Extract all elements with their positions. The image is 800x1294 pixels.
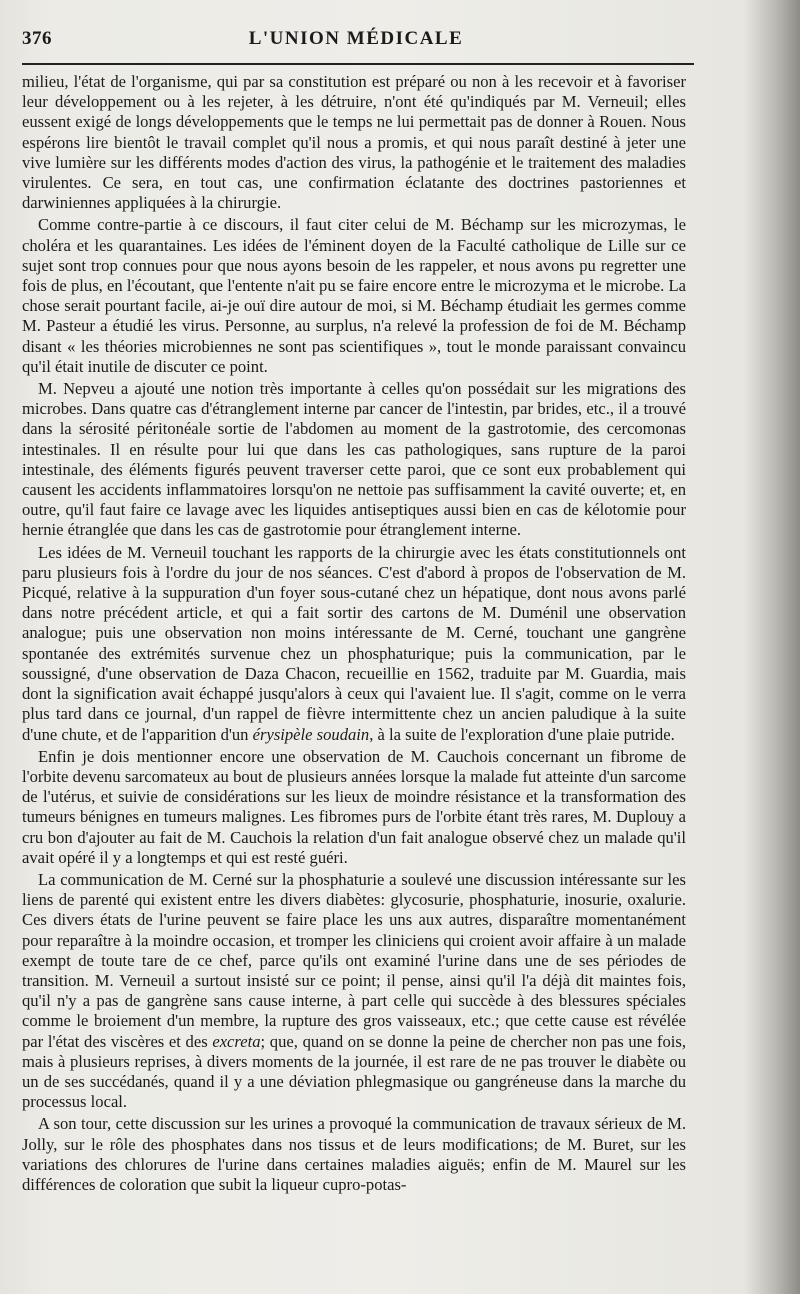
page-header xyxy=(22,28,690,56)
body-paragraph xyxy=(22,379,686,541)
paragraph-text: La communication de M. Cerné sur la phosphaturie a soulevé une discussion intéressante sur les liens de parenté qui existent entre les divers diabètes: glycosurie, phosphaturie, inosurie, oxalurie. Ces divers états de l'urine peuvent se faire place les uns aux autres, disparaître momentanément pour reparaître à la moindre occasion, et tromper les cliniciens qui croient avoir affaire à un malade exempt de toute tare de ce chef, parce qu'ils ont examiné l'urine dans une de ses périodes de transition. M. Verneuil a surtout insisté sur ce point; il pense, ainsi qu'il l'a déjà dit maintes fois, qu'il n'y a pas de gangrène sans cause interne, à part celle qui succède à des blessures spéciales comme le broiement d'un membre, la rupture des gros vaisseaux, etc.; que cette cause est révélée par l'état des viscères et des xyxy=(22,869,686,1051)
article-body xyxy=(22,72,686,1197)
body-paragraph xyxy=(22,543,686,745)
body-paragraph xyxy=(22,215,686,377)
body-paragraph xyxy=(22,870,686,1112)
body-paragraph xyxy=(22,747,686,868)
paragraph-text: A son tour, cette discussion sur les urines a provoqué la communication de travaux sérieux de M. Jolly, sur le rôle des phosphates dans nos tissus et de leurs modifications; de M. Buret, sur les variations des chlorures de l'urine dans certaines maladies aiguës; enfin de M. Maurel sur les différences de coloration que subit la liqueur cupro-potas- xyxy=(22,1114,686,1194)
page-number: 376 xyxy=(22,28,52,49)
body-paragraph xyxy=(22,1114,686,1195)
paragraph-text: M. Nepveu a ajouté une notion très importante à celles qu'on possédait sur les migrations des microbes. Dans quatre cas d'étranglement interne par cancer de l'intestin, par brides, etc., il a trouvé dans la sérosité péritonéale sortie de l'abdomen au moment de la gastrotomie, des cercomonas intestinales. Il en résulte pour lui que dans les cas pathologiques, sans rupture de la paroi intestinale, des éléments figurés peuvent traverser cette paroi, que ce sont eux probablement qui causent les accidents inflammatoires lorsqu'on ne nettoie pas suffisamment la cavité ouverte; et, en outre, qu'il faut faire ce lavage avec les liquides antiseptiques aussi bien en cas de kélotomie pour hernie étranglée que dans les cas de gastrotomie pour étranglement interne. xyxy=(22,379,686,540)
paragraph-text: , à la suite de l'exploration d'une plaie putride. xyxy=(369,724,675,744)
header-rule xyxy=(22,63,694,65)
paragraph-text: Enfin je dois mentionner encore une observation de M. Cauchois concernant un fibrome de l'orbite devenu sarcomateux au bout de plusieurs années lorsque la malade fut atteinte d'un sarcome de l'utérus, et suivie de considérations sur les lieux de moindre résistance et la transformation des tumeurs bénignes en tumeurs malignes. Les fibromes purs de l'orbite étant très rares, M. Duplouy a cru bon d'ajouter au fait de M. Cauchois la relation d'un fait analogue observé chez un malade qu'il avait opéré il y a longtemps et qui est resté guéri. xyxy=(22,746,686,867)
paragraph-text: ; que, quand on se donne la peine de chercher non pas une fois, mais à plusieurs reprises, à divers moments de la journée, il est rare de ne pas trouver le diabète ou un de ses succédanés, quand il y a une déviation phlegmasique ou gangréneuse dans la marche du processus local. xyxy=(22,1031,686,1112)
running-title: L'UNION MÉDICALE xyxy=(248,28,464,49)
italic-text: excreta xyxy=(212,1031,261,1051)
paragraph-text: Comme contre-partie à ce discours, il faut citer celui de M. Béchamp sur les microzymas, le choléra et les quarantaines. Les idées de l'éminent doyen de la Faculté catholique de Lille sur ce sujet sont trop connues pour que nous ayons besoin de les rappeler, et nous avons pu regretter une fois de plus, en l'écoutant, que l'entente n'ait pu se faire encore entre le microzyma et le microbe. La chose serait pourtant facile, ai-je ouï dire autour de moi, si M. Béchamp étudiait les germes comme M. Pasteur a étudié les virus. Personne, au surplus, n'a relevé la profession de foi de M. Béchamp disant « les théories microbiennes ne sont pas scientifiques », tout le monde paraissant convaincu qu'il était inutile de discuter ce point. xyxy=(22,215,686,376)
paragraph-text: milieu, l'état de l'organisme, qui par sa constitution est préparé ou non à les recevoir et à favoriser leur développement ou à les rejeter, à les détruire, n'ont été qu'indiqués par M. Verneuil; elles eussent exigé de longs développements que le temps ne lui permettait pas de donner à Rouen. Nous espérons lire bientôt le travail complet qu'il nous a promis, et qui nous paraît destiné à jeter une vive lumière sur les différents modes d'action des virus, la pathogénie et le traitement des maladies virulentes. Ce sera, en tout cas, une confirmation éclatante des doctrines pastoriennes et darwiniennes appliquées à la chirurgie. xyxy=(22,72,686,213)
paragraph-text: Les idées de M. Verneuil touchant les rapports de la chirurgie avec les états constitutionnels ont paru plusieurs fois à l'ordre du jour de nos séances. C'est d'abord à propos de l'observation de M. Picqué, relative à la suppuration d'un foyer sous-cutané chez un hépatique, dont nous avons parlé dans notre précédent article, et qui a fait sortir des cartons de M. Duménil une observation analogue; puis une observation non moins intéressante de M. Cerné, touchant une gangrène spontanée des extrémités survenue chez un phosphaturique; puis la communication, par le soussigné, d'une observation de Daza Chacon, recueillie en 1562, traduite par M. Guardia, mais dont la signification avait échappé jusqu'alors à ceux qui l'avaient lue. Il s'agit, comme on le verra plus tard dans ce journal, d'un rappel de fièvre intermittente chez un ancien paludique à la suite d'une chute, et de l'apparition d'un xyxy=(22,542,686,744)
body-paragraph xyxy=(22,72,686,213)
italic-text: érysipèle soudain xyxy=(252,724,370,744)
